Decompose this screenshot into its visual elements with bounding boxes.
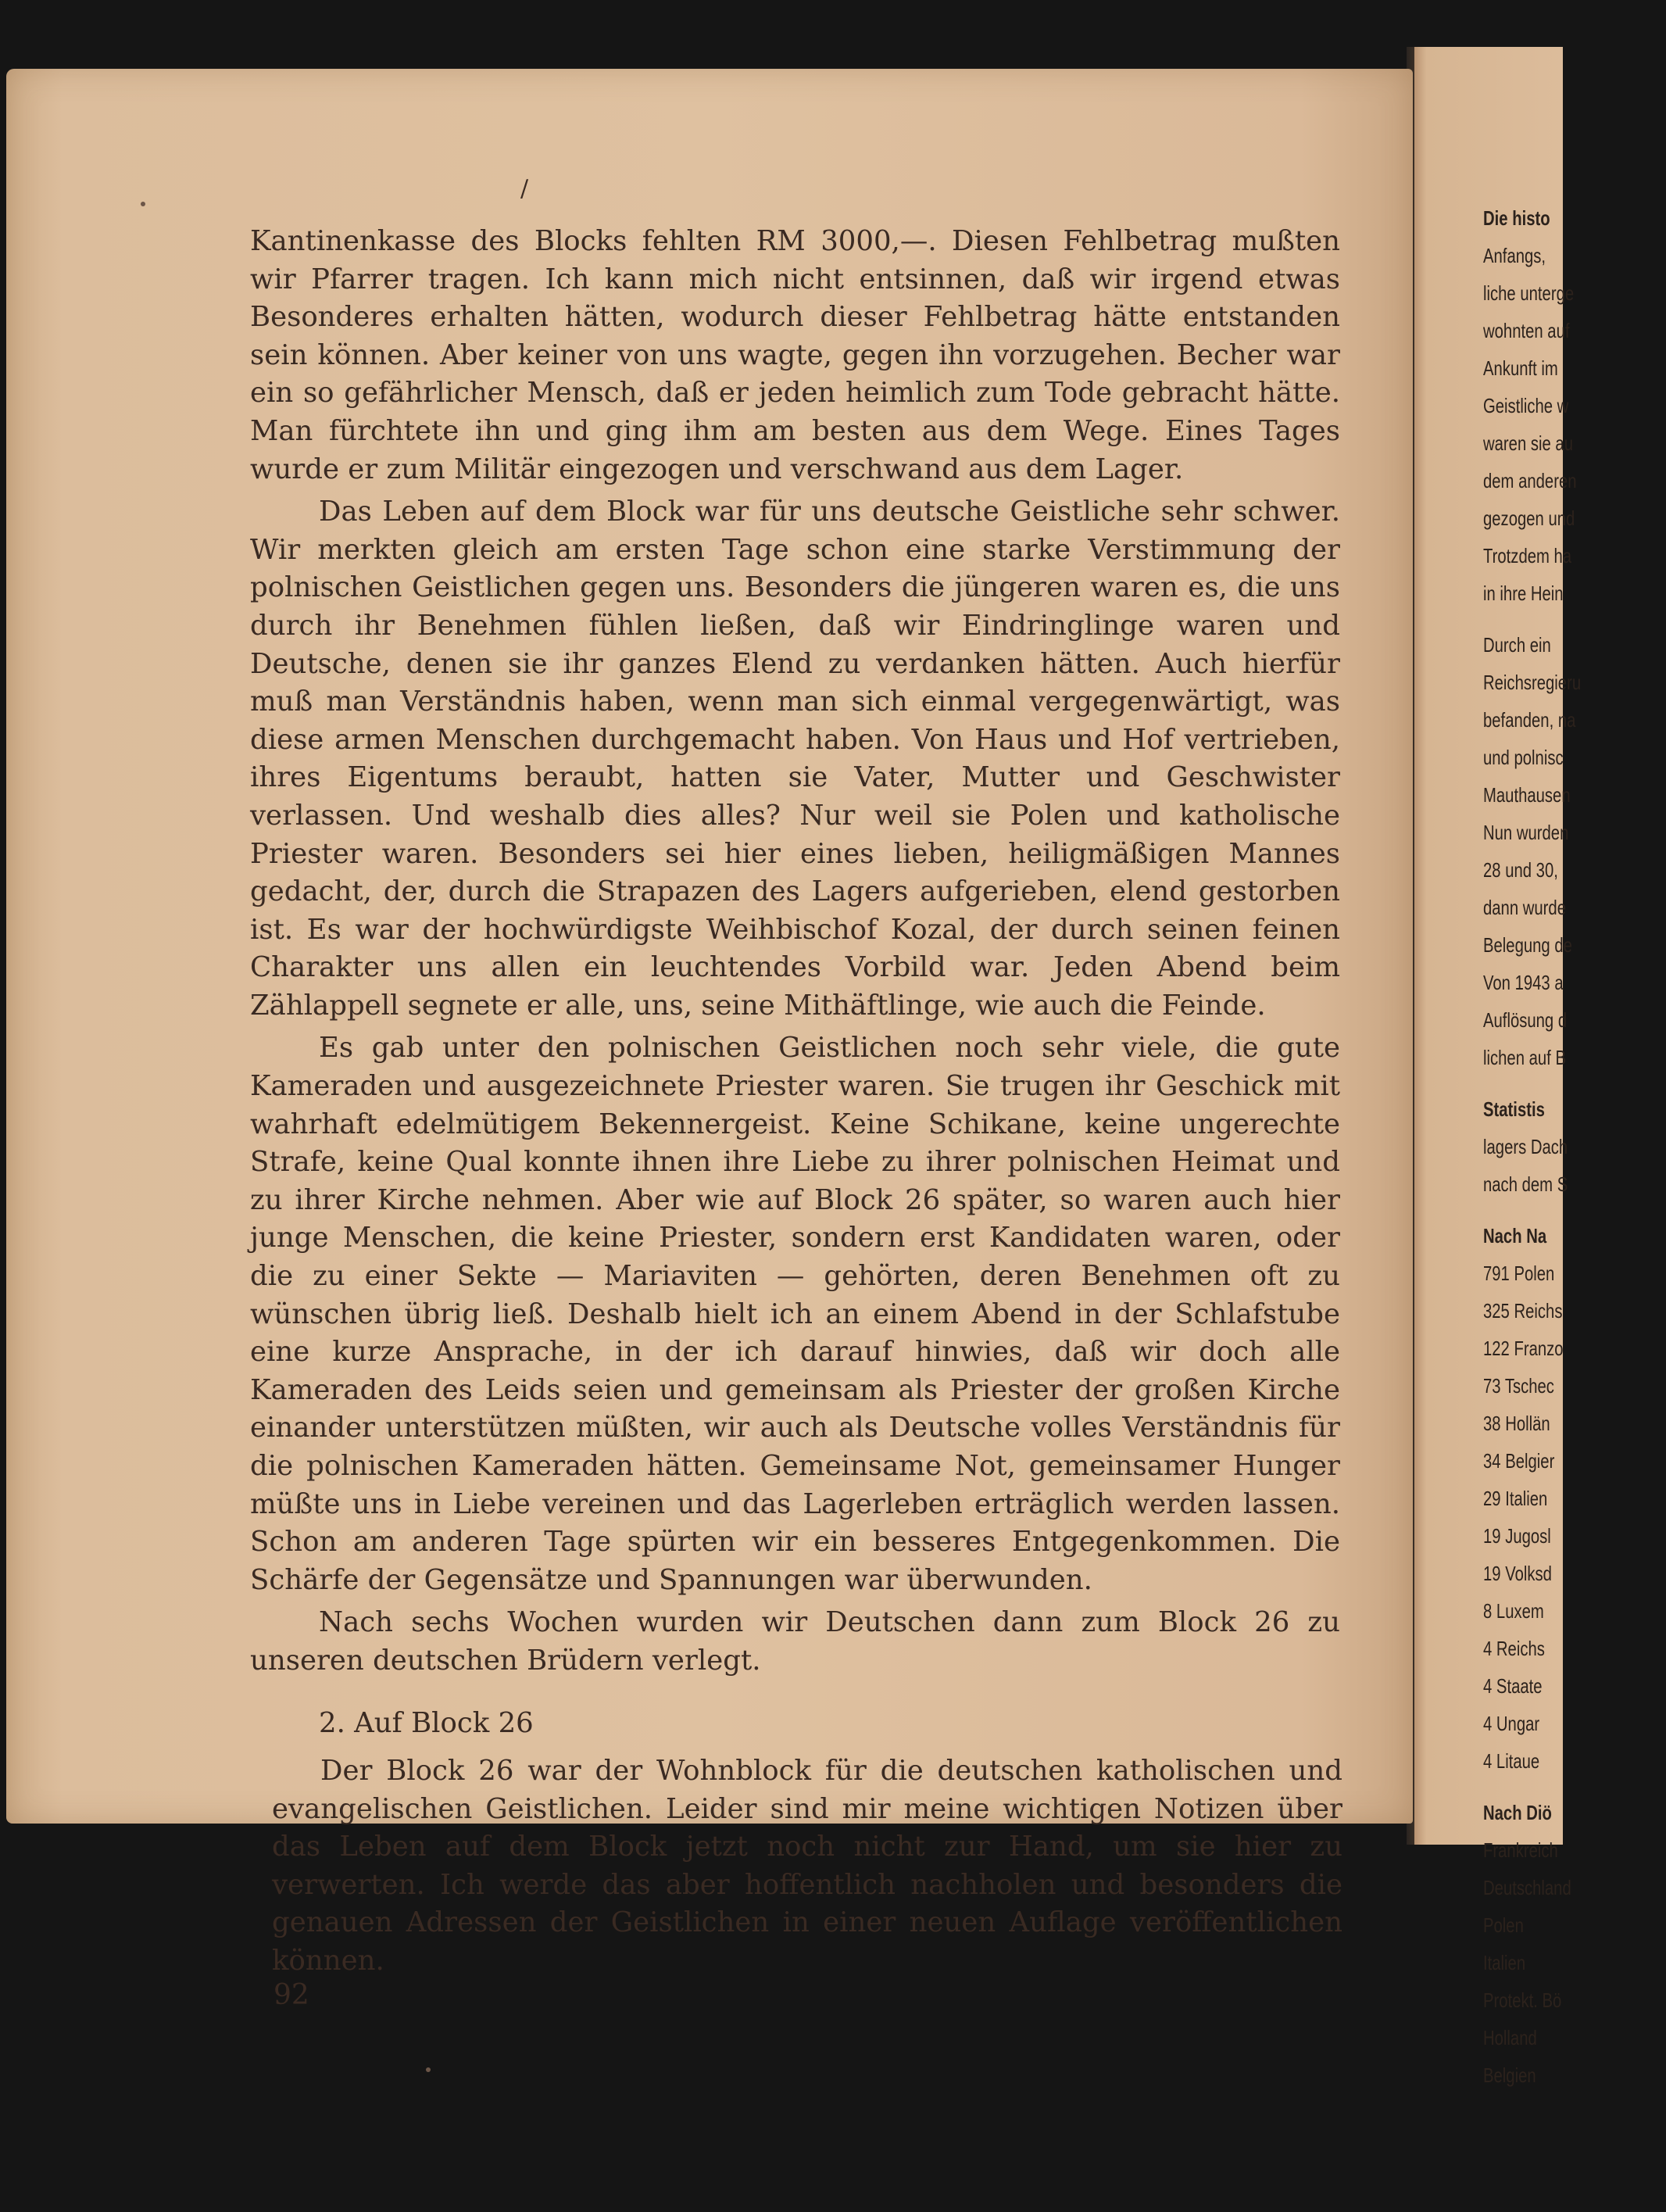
paragraph: Der Block 26 war der Wohnblock für die deutschen katholischen und evangelischen Geistlichen. Leider sind mir meine wichtigen Notizen über das Leben auf dem Block jetzt noch nicht zur Hand, um sie hier zu verwerten. Ich werde das aber hoffentlich nachholen und besonders die genauen Adressen der Geistlichen in einer neuen Auflage veröffentlichen können.: [272, 1755, 1342, 1977]
right-page-line: 19 Jugosl: [1483, 1524, 1551, 1548]
right-page-line: Geistliche w: [1483, 394, 1569, 417]
right-page-line: Durch ein: [1483, 633, 1551, 657]
right-page-line: Ankunft im: [1483, 356, 1558, 380]
right-page-line: Trotzdem ha: [1483, 544, 1572, 567]
line-gap: [1483, 612, 1666, 626]
line-gap: [1483, 1780, 1666, 1794]
right-page-line: und polnisc: [1483, 746, 1564, 769]
right-page-line: Nach Diö: [1483, 1801, 1552, 1824]
right-page-line: 4 Ungar: [1483, 1712, 1540, 1735]
right-page-line: 325 Reichs: [1483, 1299, 1563, 1323]
right-page-line: 28 und 30,: [1483, 858, 1558, 882]
right-page-line: gezogen und: [1483, 506, 1575, 530]
right-page-line: dann wurde: [1483, 896, 1566, 919]
right-page-line: Deutschland: [1483, 1876, 1571, 1899]
right-page-fragment: [1414, 47, 1582, 2087]
right-page-line: 122 Franzo: [1483, 1337, 1564, 1360]
paper-speck: [426, 2067, 431, 2072]
right-page-line: Protekt. Bö: [1483, 1988, 1562, 2012]
paragraph: Kantinenkasse des Blocks fehlten RM 3000,—. Diesen Fehlbetrag mußten wir Pfarrer tragen. Ich kann mich nicht entsinnen, daß wir irgend etwas Besonderes erhalten hätten, wodurch dieser Fehlbetrag hätte entstanden sein können. Aber keiner von uns wagte, gegen ihn vorzugehen. Becher war ein so gefährlicher Mensch, daß er jeden heimlich zum Tode gebracht hätte. Man fürchtete ihn und ging ihm am besten aus dem Wege. Eines Tages wurde er zum Militär eingezogen und verschwand aus dem Lager.: [250, 225, 1340, 485]
body-text: [250, 223, 1340, 1680]
page-number: 92: [273, 1979, 309, 2011]
right-page-line: 29 Italien: [1483, 1487, 1548, 1510]
right-page-line: 19 Volksd: [1483, 1562, 1552, 1585]
paragraph: Das Leben auf dem Block war für uns deutsche Geistliche sehr schwer. Wir merkten gleich am ersten Tage schon eine starke Verstimmung der polnischen Geistlichen gegen uns. Besonders die jüngeren waren es, die uns durch ihr Benehmen fühlen ließen, daß wir Eindringlinge waren und Deutsche, denen sie ihr ganzes Elend zu verdanken hätten. Auch hierfür muß man Verständnis haben, wenn man sich einmal vergegenwärtigt, was diese armen Menschen durchgemacht haben. Von Haus und Hof vertrieben, ihres Eigentums beraubt, hatten sie Vater, Mutter und Geschwister verlassen. Und weshalb dies alles? Nur weil sie Polen und katholische Priester waren. Besonders sei hier eines lieben, heiligmäßigen Mannes gedacht, der, durch die Strapazen des Lagers aufgerieben, elend gestorben ist. Es war der hochwürdigste Weihbischof Kozal, der durch seinen feinen Charakter uns allen ein leuchtendes Vorbild war. Jeden Abend beim Zählappell segnete er alle, uns, seine Mithäftlinge, wie auch die Feinde.: [250, 496, 1340, 1022]
right-page-line: dem anderen: [1483, 469, 1577, 492]
right-page-line: Von 1943 a: [1483, 971, 1564, 994]
right-page-line: in ihre Hein: [1483, 582, 1564, 605]
right-page-line: 4 Reichs: [1483, 1637, 1545, 1660]
right-page-line: Mauthausen: [1483, 783, 1571, 807]
section-body: [272, 1752, 1342, 1981]
paper-speck: [141, 202, 145, 206]
right-page-line: Belgien: [1483, 2063, 1536, 2087]
right-page-line: 4 Staate: [1483, 1674, 1543, 1698]
right-page-line: Polen: [1483, 1913, 1524, 1937]
right-page-line: Nach Na: [1483, 1224, 1547, 1247]
right-page-line: 8 Luxem: [1483, 1599, 1544, 1623]
right-page-line: Die histo: [1483, 206, 1550, 230]
right-page-line: 34 Belgier: [1483, 1449, 1555, 1473]
right-page-line: Reichsregieru: [1483, 671, 1582, 694]
right-page-line: Belegung de: [1483, 933, 1572, 957]
right-page-line: lichen auf B: [1483, 1046, 1566, 1069]
right-page-line: Anfangs,: [1483, 244, 1546, 267]
right-page-line: liche unterge: [1483, 281, 1575, 305]
right-page-line: wohnten auf: [1483, 319, 1570, 342]
right-page-line: Nun wurden: [1483, 821, 1569, 844]
right-page-line: 4 Litaue: [1483, 1749, 1540, 1773]
line-gap: [1483, 1076, 1666, 1090]
right-page-line: Auflösung d: [1483, 1008, 1568, 1032]
right-page-line: 791 Polen: [1483, 1262, 1555, 1285]
right-page-line: 73 Tschec: [1483, 1374, 1554, 1398]
right-page-text: [1483, 199, 1666, 2094]
right-page-line: Statistis: [1483, 1097, 1545, 1121]
page-top-mark: /: [520, 175, 529, 202]
paragraph: Nach sechs Wochen wurden wir Deutschen dann zum Block 26 zu unseren deutschen Brüdern verlegt.: [250, 1606, 1340, 1677]
right-page-line: 38 Hollän: [1483, 1412, 1550, 1435]
line-gap: [1483, 1203, 1666, 1217]
right-page-line: waren sie au: [1483, 431, 1573, 455]
section-heading: 2. Auf Block 26: [319, 1707, 534, 1739]
right-page-line: nach dem S: [1483, 1172, 1568, 1196]
right-page-line: befanden, na: [1483, 708, 1576, 732]
right-page-line: lagers Dach: [1483, 1135, 1568, 1158]
right-page-line: Holland: [1483, 2026, 1537, 2049]
paragraph: Es gab unter den polnischen Geistlichen noch sehr viele, die gute Kameraden und ausgezeichnete Priester waren. Sie trugen ihr Geschick mit wahrhaft edelmütigem Bekennergeist. Keine Schikane, keine ungerechte Strafe, keine Qual konnte ihnen ihre Liebe zu ihrer polnischen Heimat und zu ihrer Kirche nehmen. Aber wie auf Block 26 später, so waren auch hier junge Menschen, die keine Priester, sondern erst Kandidaten waren, oder die zu einer Sekte — Mariaviten — gehörten, deren Benehmen oft zu wünschen übrig ließ. Deshalb hielt ich an einem Abend in der Schlafstube eine kurze Ansprache, in der ich darauf hinwies, daß wir doch alle Kameraden des Leids seien und gemeinsam als Priester der großen Kirche einander unterstützen müßten, wir auch als Deutsche volles Verständnis für die polnischen Kameraden hätten. Gemeinsame Not, gemeinsamer Hunger müßte uns in Liebe vereinen und das Lagerleben erträglich werden lassen. Schon am anderen Tage spürten wir ein besseres Entgegenkommen. Die Schärfe der Gegensätze und Spannungen war überwunden.: [250, 1032, 1340, 1596]
right-page-line: Italien: [1483, 1951, 1526, 1974]
right-page-line: Frankreich: [1483, 1838, 1558, 1862]
